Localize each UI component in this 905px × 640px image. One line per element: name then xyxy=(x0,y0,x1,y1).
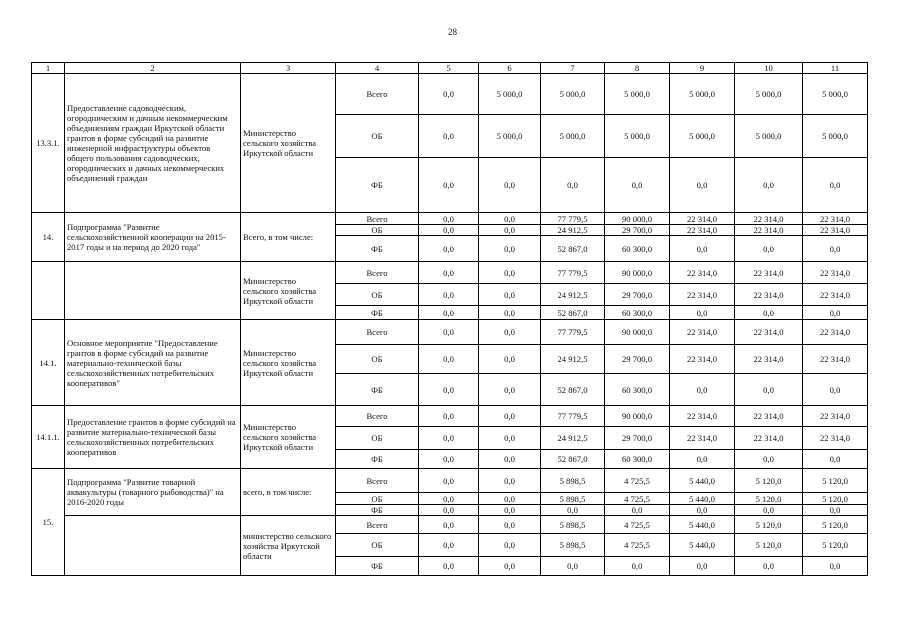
value-cell: 22 314,0 xyxy=(670,213,735,225)
description-cell xyxy=(65,262,241,320)
value-cell: 0,0 xyxy=(479,225,541,236)
table-row xyxy=(32,213,868,225)
value-cell: 0,0 xyxy=(419,374,479,406)
value-cell: 0,0 xyxy=(670,158,735,213)
value-cell: 4 725,5 xyxy=(605,516,670,534)
value-cell: 77 779,5 xyxy=(541,213,605,225)
value-cell: 22 314,0 xyxy=(735,262,803,284)
table-row xyxy=(32,74,868,115)
value-cell: 0,0 xyxy=(605,505,670,516)
description-cell: Подпрограмма "Развитие товарной аквакультуры (товарного рыбоводства)" на 2016-2020 годы xyxy=(65,469,241,516)
value-cell: 0,0 xyxy=(803,374,868,406)
value-cell: 0,0 xyxy=(605,557,670,576)
budget-table xyxy=(31,62,868,576)
executor-cell: Министерство сельского хозяйства Иркутской области xyxy=(241,406,336,469)
row-number-cell: 14.1. xyxy=(32,320,65,406)
table-row xyxy=(32,262,868,284)
value-cell: 0,0 xyxy=(419,557,479,576)
value-cell: 22 314,0 xyxy=(670,406,735,427)
value-cell: 0,0 xyxy=(803,505,868,516)
value-cell: 5 898,5 xyxy=(541,469,605,493)
funding-source-cell: ФБ xyxy=(336,450,419,469)
value-cell: 60 300,0 xyxy=(605,306,670,320)
value-cell: 5 120,0 xyxy=(735,534,803,557)
value-cell: 22 314,0 xyxy=(670,320,735,345)
funding-source-cell: ОБ xyxy=(336,493,419,505)
value-cell: 0,0 xyxy=(419,236,479,262)
description-cell: Подпрограмма "Развитие сельскохозяйственной кооперации на 2015-2017 годы и на период до 2020 года" xyxy=(65,213,241,262)
value-cell: 5 000,0 xyxy=(605,74,670,115)
value-cell: 5 000,0 xyxy=(670,115,735,158)
value-cell: 0,0 xyxy=(670,450,735,469)
value-cell: 29 700,0 xyxy=(605,345,670,374)
col-header: 7 xyxy=(541,63,605,74)
value-cell: 0,0 xyxy=(479,534,541,557)
funding-source-cell: Всего xyxy=(336,516,419,534)
value-cell: 22 314,0 xyxy=(803,225,868,236)
funding-source-cell: ОБ xyxy=(336,284,419,306)
value-cell: 60 300,0 xyxy=(605,236,670,262)
value-cell: 52 867,0 xyxy=(541,306,605,320)
value-cell: 0,0 xyxy=(419,262,479,284)
value-cell: 0,0 xyxy=(735,557,803,576)
value-cell: 5 120,0 xyxy=(735,469,803,493)
col-header: 9 xyxy=(670,63,735,74)
funding-source-cell: Всего xyxy=(336,74,419,115)
value-cell: 0,0 xyxy=(670,374,735,406)
row-number-cell: 15. xyxy=(32,469,65,576)
value-cell: 90 000,0 xyxy=(605,320,670,345)
row-number-cell: 14.1.1. xyxy=(32,406,65,469)
value-cell: 0,0 xyxy=(419,225,479,236)
value-cell: 5 440,0 xyxy=(670,493,735,505)
col-header: 2 xyxy=(65,63,241,74)
value-cell: 52 867,0 xyxy=(541,374,605,406)
value-cell: 4 725,5 xyxy=(605,534,670,557)
value-cell: 5 000,0 xyxy=(735,74,803,115)
value-cell: 4 725,5 xyxy=(605,469,670,493)
value-cell: 24 912,5 xyxy=(541,345,605,374)
description-cell: Предоставление грантов в форме субсидий на развитие материально-технической базы сельскохозяйственных потребительских кооперативов xyxy=(65,406,241,469)
value-cell: 0,0 xyxy=(803,557,868,576)
value-cell: 0,0 xyxy=(479,505,541,516)
value-cell: 0,0 xyxy=(479,450,541,469)
col-header: 6 xyxy=(479,63,541,74)
funding-source-cell: ФБ xyxy=(336,505,419,516)
value-cell: 0,0 xyxy=(419,306,479,320)
value-cell: 0,0 xyxy=(735,306,803,320)
value-cell: 22 314,0 xyxy=(735,320,803,345)
funding-source-cell: ФБ xyxy=(336,158,419,213)
col-header: 10 xyxy=(735,63,803,74)
value-cell: 5 000,0 xyxy=(541,74,605,115)
value-cell: 5 000,0 xyxy=(803,115,868,158)
row-number-cell: 14. xyxy=(32,213,65,262)
funding-source-cell: ОБ xyxy=(336,115,419,158)
value-cell: 0,0 xyxy=(479,427,541,450)
value-cell: 5 898,5 xyxy=(541,534,605,557)
value-cell: 0,0 xyxy=(479,469,541,493)
col-header: 3 xyxy=(241,63,336,74)
value-cell: 0,0 xyxy=(479,516,541,534)
value-cell: 77 779,5 xyxy=(541,320,605,345)
value-cell: 0,0 xyxy=(419,406,479,427)
value-cell: 5 120,0 xyxy=(803,534,868,557)
value-cell: 0,0 xyxy=(803,236,868,262)
value-cell: 77 779,5 xyxy=(541,262,605,284)
value-cell: 29 700,0 xyxy=(605,225,670,236)
value-cell: 0,0 xyxy=(670,236,735,262)
value-cell: 22 314,0 xyxy=(670,427,735,450)
value-cell: 0,0 xyxy=(419,115,479,158)
value-cell: 22 314,0 xyxy=(735,213,803,225)
value-cell: 24 912,5 xyxy=(541,284,605,306)
col-header: 5 xyxy=(419,63,479,74)
value-cell: 22 314,0 xyxy=(670,262,735,284)
value-cell: 0,0 xyxy=(419,469,479,493)
value-cell: 0,0 xyxy=(803,450,868,469)
executor-cell: Всего, в том числе: xyxy=(241,213,336,262)
value-cell: 5 000,0 xyxy=(605,115,670,158)
value-cell: 0,0 xyxy=(419,505,479,516)
value-cell: 22 314,0 xyxy=(803,284,868,306)
value-cell: 22 314,0 xyxy=(670,225,735,236)
funding-source-cell: ФБ xyxy=(336,557,419,576)
value-cell: 0,0 xyxy=(479,262,541,284)
value-cell: 60 300,0 xyxy=(605,374,670,406)
value-cell: 5 000,0 xyxy=(735,115,803,158)
col-header: 1 xyxy=(32,63,65,74)
col-header: 4 xyxy=(336,63,419,74)
col-header: 8 xyxy=(605,63,670,74)
funding-source-cell: ФБ xyxy=(336,374,419,406)
value-cell: 22 314,0 xyxy=(803,345,868,374)
value-cell: 0,0 xyxy=(479,374,541,406)
value-cell: 0,0 xyxy=(419,427,479,450)
value-cell: 4 725,5 xyxy=(605,493,670,505)
table-row xyxy=(32,406,868,427)
value-cell: 0,0 xyxy=(479,306,541,320)
value-cell: 0,0 xyxy=(541,505,605,516)
description-cell: Предоставление садоводческим, огородническим и дачным некоммерческим объединениям граждан Иркутской области грантов в форме субсидий на развитие инженерной инфраструктуры объектов общего пользования садоводческих, огороднических и дачных некоммерческих объединений граждан xyxy=(65,74,241,213)
value-cell: 5 898,5 xyxy=(541,516,605,534)
value-cell: 5 120,0 xyxy=(735,516,803,534)
value-cell: 22 314,0 xyxy=(735,284,803,306)
value-cell: 0,0 xyxy=(479,345,541,374)
value-cell: 0,0 xyxy=(670,505,735,516)
value-cell: 22 314,0 xyxy=(735,406,803,427)
value-cell: 22 314,0 xyxy=(803,320,868,345)
column-numbers-row xyxy=(32,63,868,74)
value-cell: 5 000,0 xyxy=(479,74,541,115)
executor-cell: Министерство сельского хозяйства Иркутской области xyxy=(241,262,336,320)
executor-cell: всего, в том числе: xyxy=(241,469,336,516)
value-cell: 22 314,0 xyxy=(670,284,735,306)
value-cell: 29 700,0 xyxy=(605,284,670,306)
funding-source-cell: ФБ xyxy=(336,236,419,262)
value-cell: 22 314,0 xyxy=(803,213,868,225)
value-cell: 90 000,0 xyxy=(605,213,670,225)
value-cell: 52 867,0 xyxy=(541,236,605,262)
value-cell: 5 120,0 xyxy=(735,493,803,505)
value-cell: 0,0 xyxy=(479,284,541,306)
table-row xyxy=(32,516,868,534)
value-cell: 0,0 xyxy=(419,493,479,505)
value-cell: 0,0 xyxy=(803,158,868,213)
value-cell: 0,0 xyxy=(419,534,479,557)
value-cell: 0,0 xyxy=(735,374,803,406)
value-cell: 0,0 xyxy=(419,345,479,374)
value-cell: 90 000,0 xyxy=(605,406,670,427)
value-cell: 0,0 xyxy=(479,320,541,345)
value-cell: 5 440,0 xyxy=(670,516,735,534)
row-number-cell xyxy=(32,262,65,320)
funding-source-cell: ОБ xyxy=(336,345,419,374)
executor-cell: министерство сельского хозяйства Иркутской области xyxy=(241,516,336,576)
value-cell: 5 440,0 xyxy=(670,534,735,557)
funding-source-cell: Всего xyxy=(336,320,419,345)
value-cell: 22 314,0 xyxy=(803,427,868,450)
description-cell: Основное мероприятие "Предоставление грантов в форме субсидий на развитие материально-технической базы сельскохозяйственных потребительских кооперативов" xyxy=(65,320,241,406)
funding-source-cell: ФБ xyxy=(336,306,419,320)
value-cell: 60 300,0 xyxy=(605,450,670,469)
value-cell: 0,0 xyxy=(419,516,479,534)
value-cell: 22 314,0 xyxy=(735,345,803,374)
value-cell: 22 314,0 xyxy=(670,345,735,374)
value-cell: 0,0 xyxy=(670,557,735,576)
value-cell: 0,0 xyxy=(479,213,541,225)
value-cell: 0,0 xyxy=(670,306,735,320)
table-row xyxy=(32,320,868,345)
value-cell: 5 120,0 xyxy=(803,469,868,493)
value-cell: 5 120,0 xyxy=(803,493,868,505)
value-cell: 5 000,0 xyxy=(479,115,541,158)
value-cell: 52 867,0 xyxy=(541,450,605,469)
value-cell: 0,0 xyxy=(419,450,479,469)
funding-source-cell: Всего xyxy=(336,469,419,493)
funding-source-cell: Всего xyxy=(336,213,419,225)
value-cell: 0,0 xyxy=(479,158,541,213)
table-row xyxy=(32,469,868,493)
funding-source-cell: Всего xyxy=(336,406,419,427)
value-cell: 5 120,0 xyxy=(803,516,868,534)
value-cell: 0,0 xyxy=(419,158,479,213)
value-cell: 22 314,0 xyxy=(735,225,803,236)
value-cell: 0,0 xyxy=(479,406,541,427)
value-cell: 0,0 xyxy=(541,557,605,576)
value-cell: 0,0 xyxy=(479,236,541,262)
value-cell: 22 314,0 xyxy=(735,427,803,450)
value-cell: 0,0 xyxy=(479,493,541,505)
value-cell: 22 314,0 xyxy=(803,262,868,284)
value-cell: 0,0 xyxy=(419,74,479,115)
value-cell: 0,0 xyxy=(419,320,479,345)
value-cell: 5 000,0 xyxy=(803,74,868,115)
description-cell xyxy=(65,516,241,576)
value-cell: 5 440,0 xyxy=(670,469,735,493)
value-cell: 0,0 xyxy=(735,158,803,213)
value-cell: 0,0 xyxy=(735,450,803,469)
executor-cell: Министерство сельского хозяйства Иркутской области xyxy=(241,320,336,406)
value-cell: 24 912,5 xyxy=(541,427,605,450)
value-cell: 24 912,5 xyxy=(541,225,605,236)
value-cell: 0,0 xyxy=(735,505,803,516)
executor-cell: Министерство сельского хозяйства Иркутской области xyxy=(241,74,336,213)
funding-source-cell: ОБ xyxy=(336,225,419,236)
value-cell: 0,0 xyxy=(541,158,605,213)
value-cell: 22 314,0 xyxy=(803,406,868,427)
value-cell: 0,0 xyxy=(605,158,670,213)
funding-source-cell: ОБ xyxy=(336,427,419,450)
funding-source-cell: ОБ xyxy=(336,534,419,557)
col-header: 11 xyxy=(803,63,868,74)
page-number: 28 xyxy=(448,27,457,37)
funding-source-cell: Всего xyxy=(336,262,419,284)
value-cell: 0,0 xyxy=(419,284,479,306)
value-cell: 5 000,0 xyxy=(541,115,605,158)
value-cell: 29 700,0 xyxy=(605,427,670,450)
value-cell: 90 000,0 xyxy=(605,262,670,284)
value-cell: 77 779,5 xyxy=(541,406,605,427)
value-cell: 0,0 xyxy=(419,213,479,225)
row-number-cell: 13.3.1. xyxy=(32,74,65,213)
value-cell: 0,0 xyxy=(803,306,868,320)
value-cell: 5 000,0 xyxy=(670,74,735,115)
value-cell: 0,0 xyxy=(735,236,803,262)
value-cell: 0,0 xyxy=(479,557,541,576)
value-cell: 5 898,5 xyxy=(541,493,605,505)
